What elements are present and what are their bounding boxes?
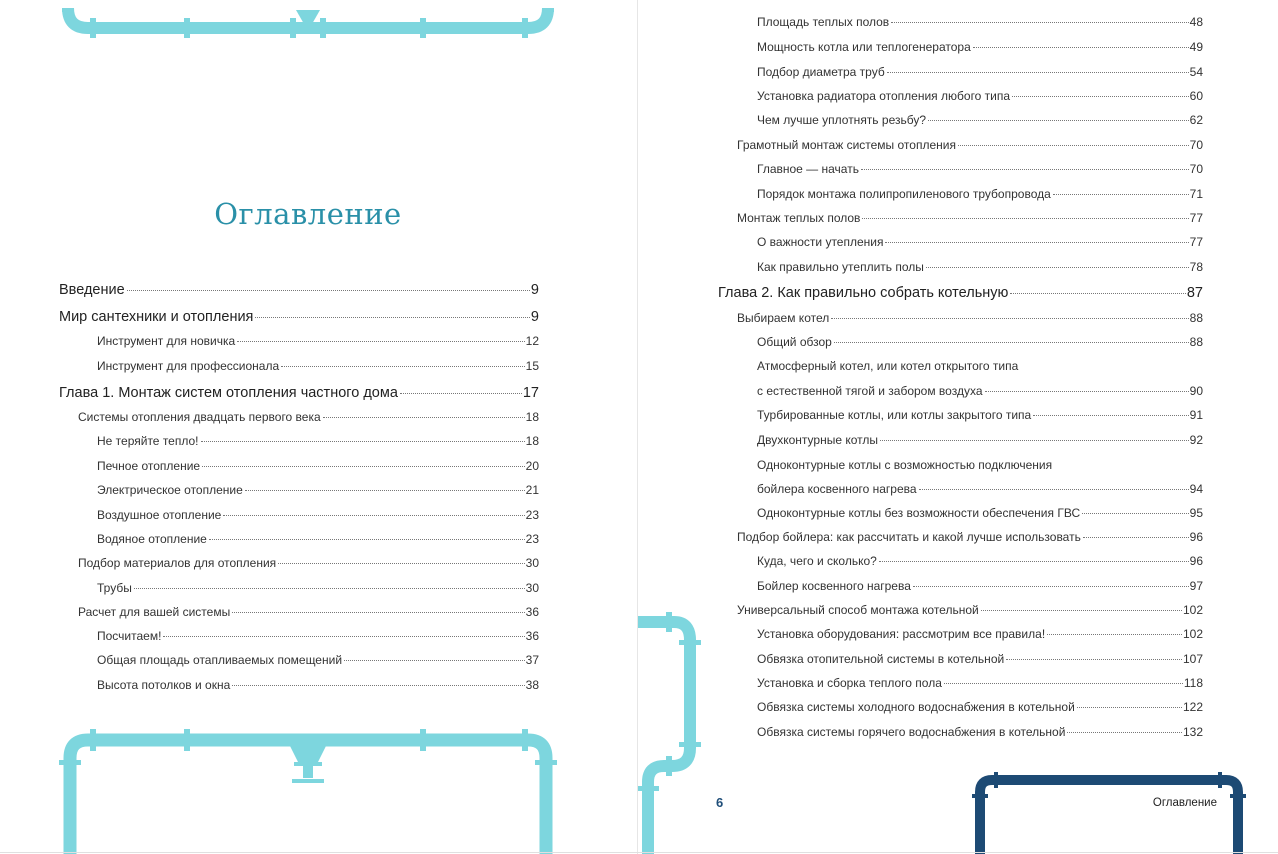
- toc-entry-page: 94: [1189, 482, 1203, 496]
- toc-entry-page: 95: [1189, 506, 1203, 520]
- dot-leader: [209, 539, 525, 540]
- dot-leader: [926, 267, 1189, 268]
- toc-entry[interactable]: [757, 700, 1203, 714]
- toc-entry[interactable]: [97, 581, 539, 595]
- toc-entry[interactable]: [757, 652, 1203, 666]
- dot-leader: [861, 169, 1189, 170]
- dot-leader: [400, 393, 522, 394]
- toc-entry[interactable]: [757, 89, 1203, 103]
- page-number: 6: [716, 795, 724, 810]
- toc-entry-page: 30: [525, 581, 539, 595]
- toc-entry-title: Выбираем котел: [737, 311, 830, 325]
- toc-entry-title: Порядок монтажа полипропиленового трубопровода: [757, 187, 1051, 201]
- toc-entry-title: Подбор бойлера: как рассчитать и какой лучше использовать: [737, 530, 1081, 544]
- toc-entry-title: Главное — начать: [757, 162, 859, 176]
- toc-entry-page: 23: [525, 532, 539, 546]
- dot-leader: [913, 586, 1189, 587]
- toc-entry-title: Трубы: [97, 581, 132, 595]
- toc-entry-page: 49: [1189, 40, 1203, 54]
- toc-entry-page: 88: [1189, 335, 1203, 349]
- toc-entry[interactable]: [737, 311, 1203, 325]
- toc-entry-page: 48: [1189, 15, 1203, 29]
- dot-leader: [1077, 707, 1182, 708]
- toc-entry-title: Обвязка отопительной системы в котельной: [757, 652, 1005, 666]
- toc-entry-page: 36: [525, 605, 539, 619]
- toc-entry-title: Установка радиатора отопления любого типа: [757, 89, 1011, 103]
- toc-entry-title: Обвязка системы горячего водоснабжения в котельной: [757, 725, 1066, 739]
- toc-entry-title: с естественной тягой и забором воздуха: [757, 384, 983, 398]
- toc-entry[interactable]: [737, 138, 1203, 152]
- s-pipe-icon: [638, 622, 690, 854]
- toc-entry-page: 9: [530, 282, 539, 298]
- toc-entry[interactable]: [757, 260, 1203, 274]
- dot-leader: [232, 685, 524, 686]
- toc-entry-page: 92: [1189, 433, 1203, 447]
- toc-entry-title: Посчитаем!: [97, 629, 162, 643]
- toc-entry-page: 70: [1189, 138, 1203, 152]
- toc-entry-page: 17: [522, 385, 539, 401]
- toc-entry-title: Установка оборудования: рассмотрим все правила!: [757, 627, 1046, 641]
- toc-entry-title: Водяное отопление: [97, 532, 207, 546]
- toc-entry[interactable]: [757, 627, 1203, 641]
- dot-leader: [928, 120, 1189, 121]
- toc-entry[interactable]: [757, 65, 1203, 79]
- toc-entry-title: Общая площадь отапливаемых помещений: [97, 653, 343, 667]
- toc-entry[interactable]: [78, 410, 539, 424]
- toc-entry-title: Глава 2. Как правильно собрать котельную: [718, 285, 1009, 301]
- toc-entry-page: 38: [525, 678, 539, 692]
- toc-entry[interactable]: [59, 309, 539, 325]
- toc-entry-title: Глава 1. Монтаж систем отопления частного дома: [59, 385, 398, 401]
- dot-leader: [1053, 194, 1189, 195]
- toc-entry-page: 9: [530, 309, 539, 325]
- dot-leader: [344, 660, 525, 661]
- toc-entry-title: Воздушное отопление: [97, 508, 222, 522]
- dot-leader: [944, 683, 1183, 684]
- dot-leader: [834, 342, 1189, 343]
- toc-entry[interactable]: [59, 385, 539, 401]
- toc-entry[interactable]: [97, 434, 539, 448]
- running-head: Оглавление: [1152, 797, 1217, 809]
- toc-entry-page: 87: [1186, 285, 1203, 301]
- toc-entry-page: 91: [1189, 408, 1203, 422]
- toc-entry-page: 70: [1189, 162, 1203, 176]
- toc-entry[interactable]: [97, 508, 539, 522]
- dot-leader: [973, 47, 1189, 48]
- toc-entry[interactable]: [718, 285, 1203, 301]
- toc-entry[interactable]: [78, 556, 539, 570]
- toc-entry-page: 62: [1189, 113, 1203, 127]
- dot-leader: [1033, 415, 1188, 416]
- dot-leader: [1006, 659, 1182, 660]
- toc-entry[interactable]: [97, 678, 539, 692]
- dot-leader: [880, 440, 1189, 441]
- toc-entry-title: Чем лучше уплотнять резьбу?: [757, 113, 927, 127]
- dot-leader: [985, 391, 1189, 392]
- toc-entry-title: бойлера косвенного нагрева: [757, 482, 917, 496]
- toc-entry-title: Мир сантехники и отопления: [59, 309, 254, 325]
- toc-entry-title: Бойлер косвенного нагрева: [757, 579, 911, 593]
- toc-entry-title: Одноконтурные котлы с возможностью подключения: [757, 458, 1053, 472]
- dot-leader: [879, 561, 1189, 562]
- toc-entry-title: Монтаж теплых полов: [737, 211, 861, 225]
- toc-entry[interactable]: [757, 458, 1203, 472]
- toc-entry[interactable]: [757, 359, 1203, 373]
- toc-entry[interactable]: [97, 334, 539, 348]
- toc-entry[interactable]: [737, 603, 1203, 617]
- dot-leader: [887, 72, 1189, 73]
- toc-entry-page: 132: [1182, 725, 1203, 739]
- toc-entry-page: 97: [1189, 579, 1203, 593]
- toc-entry[interactable]: [78, 605, 539, 619]
- dot-leader: [1047, 634, 1182, 635]
- dot-leader: [237, 341, 524, 342]
- toc-entry-page: 36: [525, 629, 539, 643]
- dark-pipe-frame-icon: [980, 780, 1238, 854]
- toc-entry[interactable]: [97, 359, 539, 373]
- dot-leader: [163, 636, 524, 637]
- dot-leader: [919, 489, 1189, 490]
- toc-entry-title: Обвязка системы холодного водоснабжения в котельной: [757, 700, 1075, 714]
- dot-leader: [127, 290, 530, 291]
- dot-leader: [202, 466, 525, 467]
- toc-entry-title: Системы отопления двадцать первого века: [78, 410, 321, 424]
- toc-entry-page: 122: [1182, 700, 1203, 714]
- dot-leader: [891, 22, 1188, 23]
- toc-entry-title: Турбированные котлы, или котлы закрытого типа: [757, 408, 1032, 422]
- dot-leader: [255, 317, 530, 318]
- dot-leader: [323, 417, 525, 418]
- toc-entry[interactable]: [757, 335, 1203, 349]
- toc-entry-page: 118: [1183, 676, 1203, 690]
- dot-leader: [1067, 732, 1182, 733]
- toc-entry-title: Подбор материалов для отопления: [78, 556, 277, 570]
- dot-leader: [223, 515, 524, 516]
- dot-leader: [1083, 537, 1189, 538]
- toc-entry-page: 60: [1189, 89, 1203, 103]
- bottom-rule: [0, 852, 1278, 853]
- toc-entry-page: 37: [525, 653, 539, 667]
- toc-entry-page: 20: [525, 459, 539, 473]
- toc-entry-page: 12: [525, 334, 539, 348]
- toc-entry[interactable]: [737, 211, 1203, 225]
- toc-entry-title: Не теряйте тепло!: [97, 434, 199, 448]
- toc-entry[interactable]: [97, 532, 539, 546]
- toc-entry[interactable]: [757, 506, 1203, 520]
- page-gutter: [637, 0, 638, 854]
- dot-leader: [862, 218, 1188, 219]
- toc-entry-page: 77: [1189, 211, 1203, 225]
- toc-entry-title: Атмосферный котел, или котел открытого типа: [757, 359, 1019, 373]
- toc-entry-page: 21: [525, 483, 539, 497]
- dot-leader: [1010, 293, 1185, 294]
- toc-entry[interactable]: [97, 629, 539, 643]
- dot-leader: [201, 441, 525, 442]
- toc-entry-page: 71: [1189, 187, 1203, 201]
- toc-entry[interactable]: [757, 187, 1203, 201]
- dot-leader: [958, 145, 1189, 146]
- dot-leader: [1082, 513, 1189, 514]
- toc-entry-page: 54: [1189, 65, 1203, 79]
- toc-entry-title: Площадь теплых полов: [757, 15, 890, 29]
- toc-entry[interactable]: [757, 235, 1203, 249]
- toc-entry-page: 102: [1182, 603, 1203, 617]
- toc-entry[interactable]: [757, 15, 1203, 29]
- toc-entry[interactable]: [97, 653, 539, 667]
- toc-entry[interactable]: [757, 482, 1203, 496]
- toc-entry-title: О важности утепления: [757, 235, 884, 249]
- toc-entry[interactable]: [757, 579, 1203, 593]
- toc-entry-page: 102: [1182, 627, 1203, 641]
- toc-entry-page: 78: [1189, 260, 1203, 274]
- toc-entry-title: Введение: [59, 282, 125, 298]
- toc-entry-title: Инструмент для новичка: [97, 334, 236, 348]
- toc-entry-title: Печное отопление: [97, 459, 201, 473]
- toc-entry-page: 23: [525, 508, 539, 522]
- toc-entry-title: Общий обзор: [757, 335, 832, 349]
- dot-leader: [232, 612, 524, 613]
- toc-entry-page: 107: [1182, 652, 1203, 666]
- toc-entry[interactable]: [757, 408, 1203, 422]
- page-title: Оглавление: [214, 197, 402, 231]
- dot-leader: [281, 366, 525, 367]
- toc-entry[interactable]: [59, 282, 539, 298]
- dot-leader: [981, 610, 1182, 611]
- toc-entry-title: Двухконтурные котлы: [757, 433, 879, 447]
- toc-entry-title: Расчет для вашей системы: [78, 605, 231, 619]
- toc-entry[interactable]: [757, 40, 1203, 54]
- toc-entry-title: Установка и сборка теплого пола: [757, 676, 942, 690]
- dot-leader: [278, 563, 525, 564]
- dot-leader: [831, 318, 1188, 319]
- toc-entry-page: 30: [525, 556, 539, 570]
- toc-entry-title: Как правильно утеплить полы: [757, 260, 924, 274]
- toc-entry-page: 77: [1189, 235, 1203, 249]
- toc-entry[interactable]: [757, 162, 1203, 176]
- toc-entry-title: Мощность котла или теплогенератора: [757, 40, 971, 54]
- toc-entry[interactable]: [757, 676, 1203, 690]
- toc-entry[interactable]: [737, 530, 1203, 544]
- toc-entry-title: Электрическое отопление: [97, 483, 243, 497]
- toc-entry-page: 96: [1189, 530, 1203, 544]
- toc-entry-page: 96: [1189, 554, 1203, 568]
- toc-entry-title: Инструмент для профессионала: [97, 359, 280, 373]
- toc-entry-page: 15: [525, 359, 539, 373]
- toc-entry-title: Грамотный монтаж системы отопления: [737, 138, 956, 152]
- toc-entry-page: 18: [525, 410, 539, 424]
- toc-entry[interactable]: [757, 384, 1203, 398]
- toc-entry-page: 90: [1189, 384, 1203, 398]
- toc-entry[interactable]: [757, 725, 1203, 739]
- toc-entry[interactable]: [757, 113, 1203, 127]
- toc-entry[interactable]: [757, 433, 1203, 447]
- dot-leader: [1012, 96, 1189, 97]
- toc-entry-page: 88: [1189, 311, 1203, 325]
- toc-entry-title: Подбор диаметра труб: [757, 65, 885, 79]
- toc-entry-title: Универсальный способ монтажа котельной: [737, 603, 979, 617]
- toc-entry-title: Одноконтурные котлы без возможности обеспечения ГВС: [757, 506, 1081, 520]
- toc-entry[interactable]: [757, 554, 1203, 568]
- dot-leader: [245, 490, 525, 491]
- dot-leader: [885, 242, 1188, 243]
- toc-entry-title: Куда, чего и сколько?: [757, 554, 877, 568]
- toc-entry[interactable]: [97, 459, 539, 473]
- toc-entry[interactable]: [97, 483, 539, 497]
- toc-entry-title: Высота потолков и окна: [97, 678, 231, 692]
- dot-leader: [134, 588, 525, 589]
- toc-entry-page: 18: [525, 434, 539, 448]
